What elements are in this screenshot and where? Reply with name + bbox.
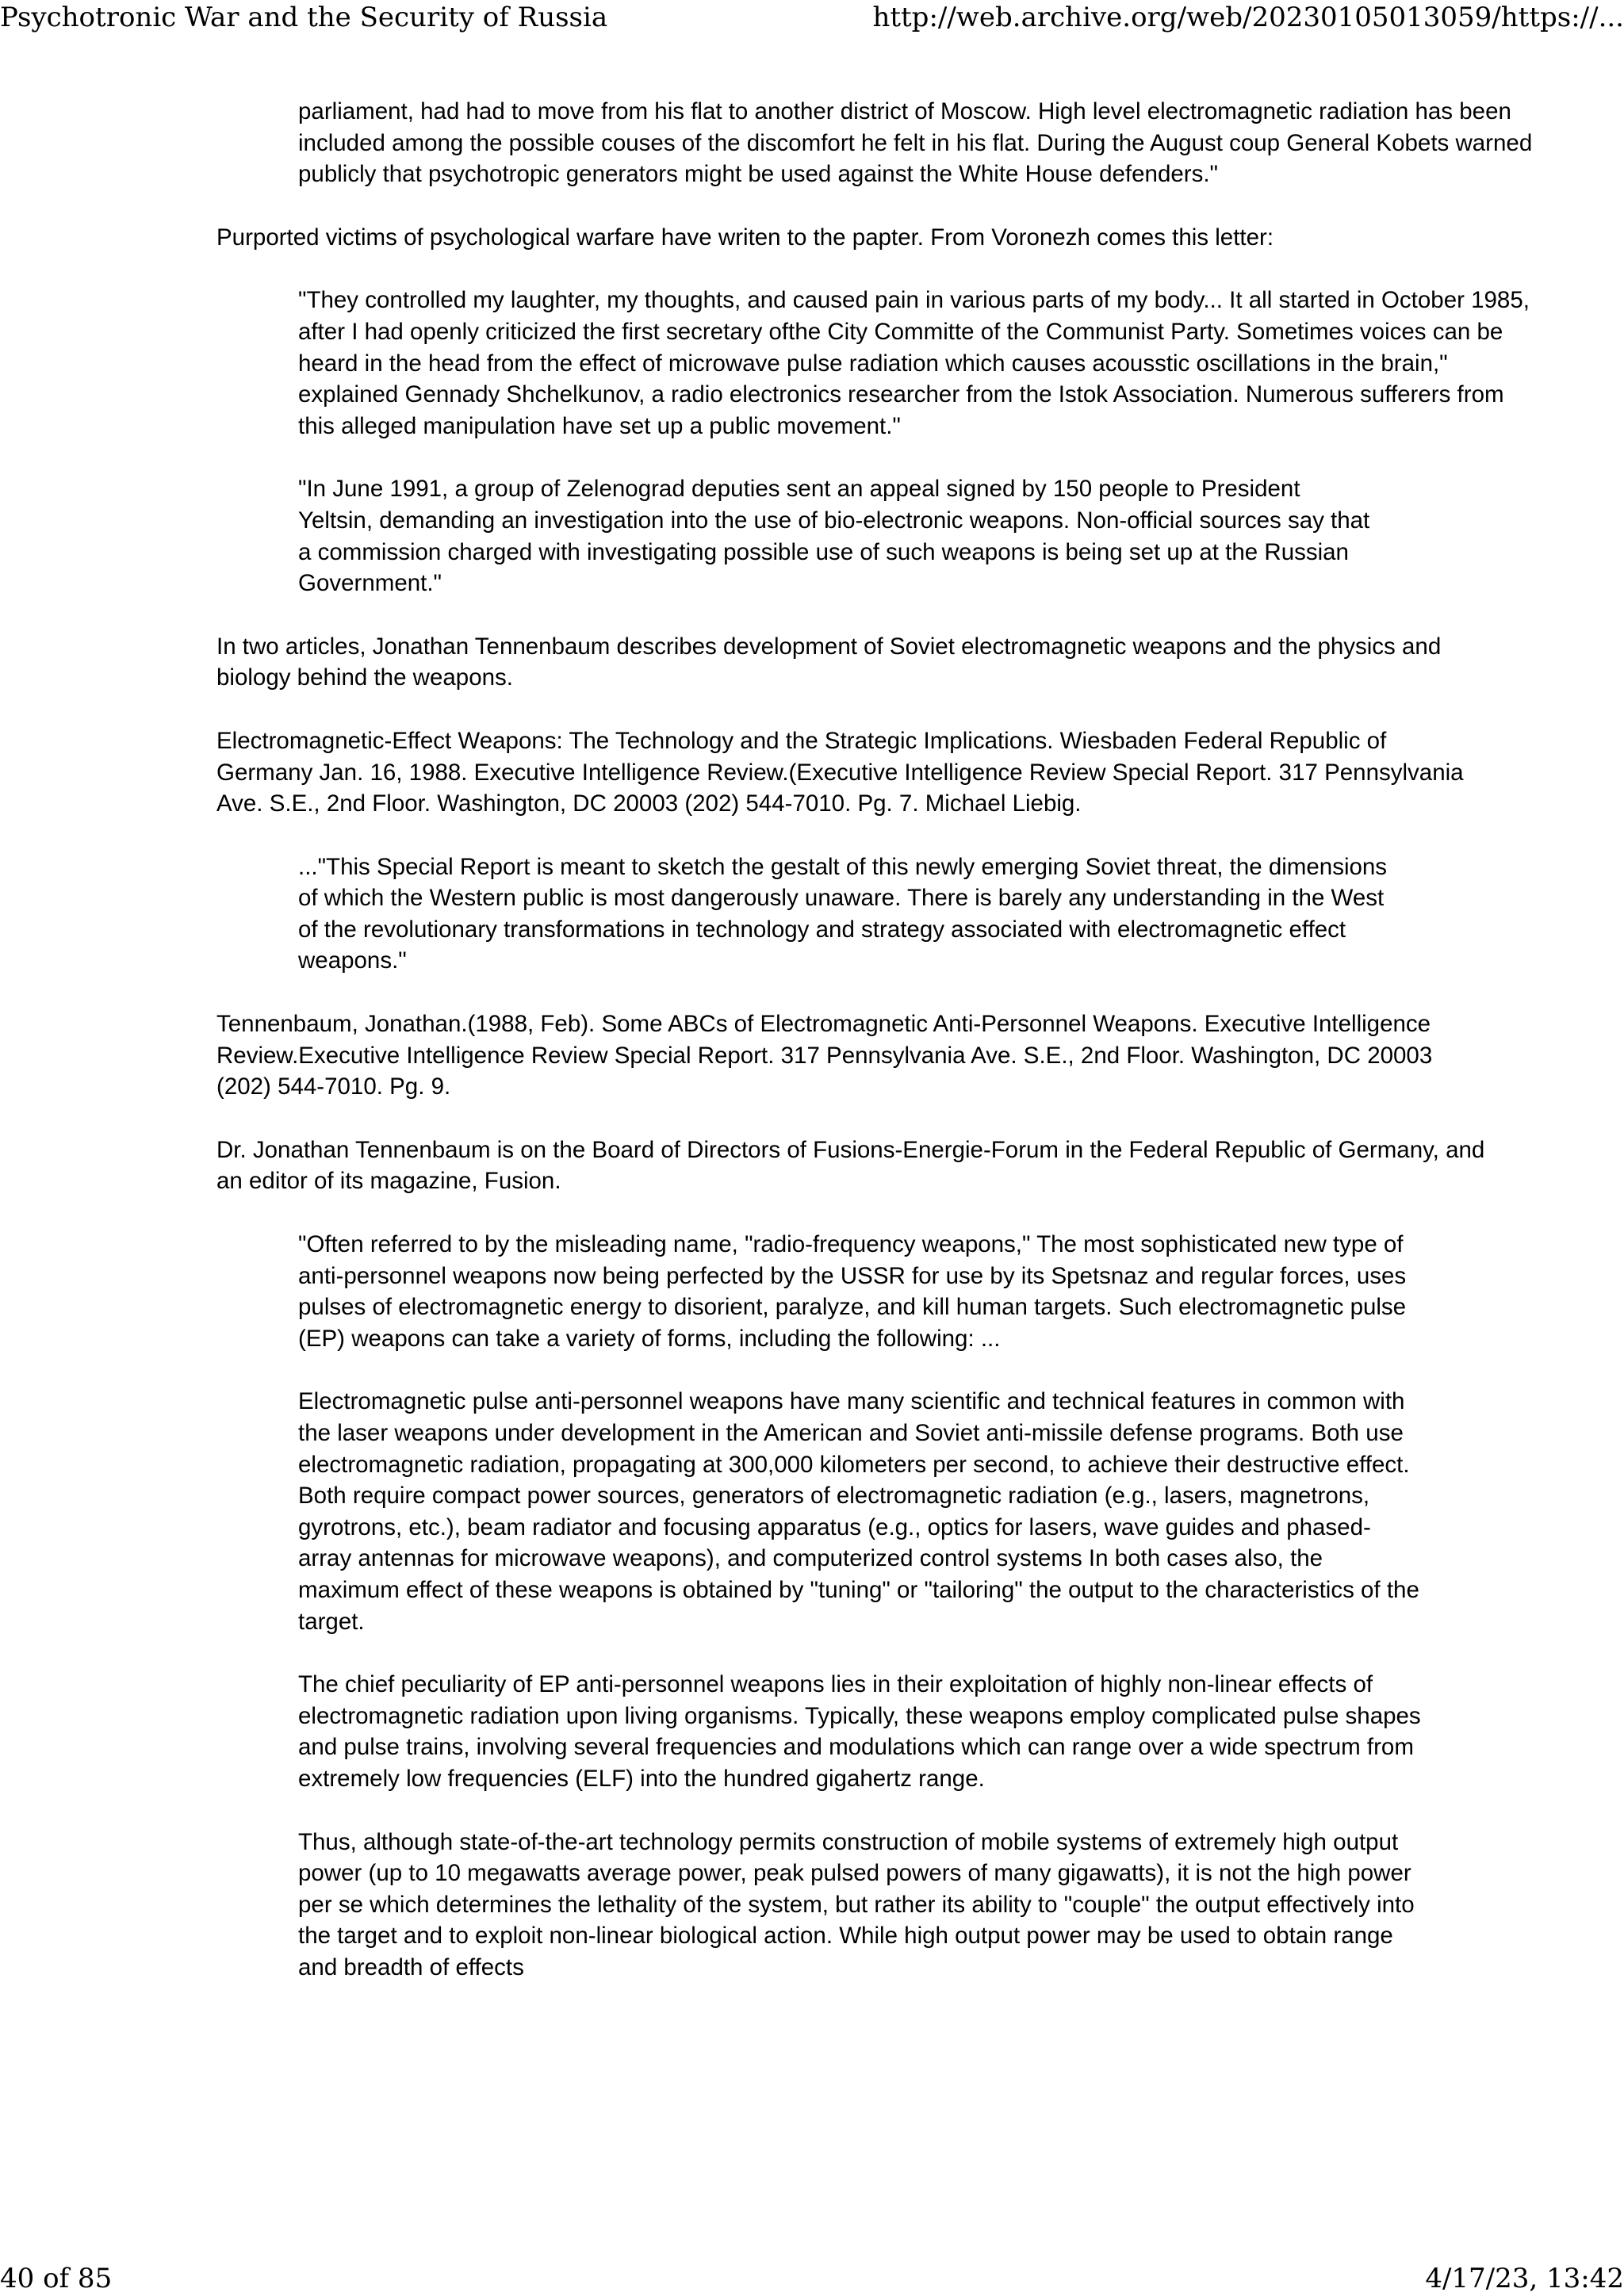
block-quote bbox=[298, 851, 1408, 977]
page-header-title: Psychotronic War and the Security of Russia bbox=[0, 2, 608, 33]
quote-paragraph: "In June 1991, a group of Zelenograd deputies sent an appeal signed by 150 people to President Yeltsin, demanding an investigation into the use of bio-electronic weapons. Non-official sources say that a commission charged with investigating possible use of such weapons is being set up at the Russian Government." bbox=[298, 476, 1370, 597]
quote-paragraph: "Often referred to by the misleading name, "radio-frequency weapons," The most sophisticated new type of anti-personnel weapons now being perfected by the USSR for use by its Spetsnaz and regular forces, uses pulses of electromagnetic energy to disorient, paralyze, and kill human targets. Such electromagnetic pulse (EP) weapons can take a variety of forms, including the following: ... bbox=[298, 1231, 1407, 1352]
quote-paragraph: "They controlled my laughter, my thoughts, and caused pain in various parts of my body... It all started in October 1985, after I had openly criticized the first secretary ofthe City Committe of the Communist Party. Sometimes voices can be heard in the head from the effect of microwave pulse radiation which causes acousstic oscillations in the brain," explained Gennady Shchelkunov, a radio electronics researcher from the Istok Association. Numerous sufferers from this alleged manipulation have set up a public movement." bbox=[298, 287, 1530, 439]
body-paragraph: In two articles, Jonathan Tennenbaum describes development of Soviet electromagnetic weapons and the physics and biology behind the weapons. bbox=[216, 633, 1442, 691]
quote-paragraph: ..."This Special Report is meant to sketch the gestalt of this newly emerging Soviet threat, the dimensions of which the Western public is most dangerously unaware. There is barely any understanding in the West of the revolutionary transformations in technology and strategy associated with electromagnetic effect weapons." bbox=[298, 853, 1388, 974]
citation-paragraph: Electromagnetic-Effect Weapons: The Technology and the Strategic Implications. Wiesbaden Federal Republic of Germany Jan. 16, 1988. Executive Intelligence Review.(Executive Intelligence Review Special Report. 317 Pennsylvania Ave. S.E., 2nd Floor. Washington, DC 20003 (202) 544-7010. Pg. 7. Michael Liebig. bbox=[216, 727, 1464, 817]
page-counter: 40 of 85 bbox=[0, 2263, 113, 2294]
print-datetime: 4/17/23, 13:42 bbox=[1425, 2263, 1624, 2294]
quote-paragraph: Thus, although state-of-the-art technology permits construction of mobile systems of extremely high output power (up to 10 megawatts average power, peak pulsed powers of many gigawatts), it is not the high power per se which determines the lethality of the system, but rather its ability to "couple" the output effectively into the target and to exploit non-linear biological action. While high output power may be used to obtain range and breadth of effects bbox=[298, 1828, 1415, 1980]
document-body bbox=[216, 96, 1533, 2015]
block-quote bbox=[298, 1229, 1424, 1983]
page-header-url: http://web.archive.org/web/20230105013059/https://... bbox=[872, 2, 1624, 33]
block-quote bbox=[298, 285, 1543, 599]
quote-paragraph: Electromagnetic pulse anti-personnel weapons have many scientific and technical features in common with the laser weapons under development in the American and Soviet anti-missile defense programs. Both use electromagnetic radiation, propagating at 300,000 kilometers per second, to achieve their destructive effect. Both require compact power sources, generators of electromagnetic radiation (e.g., lasers, magnetrons, gyrotrons, etc.), beam radiator and focusing apparatus (e.g., optics for lasers, wave guides and phased-array antennas for microwave weapons), and computerized control systems In both cases also, the maximum effect of these weapons is obtained by "tuning" or "tailoring" the output to the characteristics of the target. bbox=[298, 1388, 1419, 1635]
block-quote bbox=[298, 96, 1535, 190]
quote-paragraph: The chief peculiarity of EP anti-personnel weapons lies in their exploitation of highly non-linear effects of electromagnetic radiation upon living organisms. Typically, these weapons employ complicated pulse shapes and pulse trains, involving several frequencies and modulations which can range over a wide spectrum from extremely low frequencies (ELF) into the hundred gigahertz range. bbox=[298, 1671, 1421, 1792]
quote-paragraph: parliament, had had to move from his flat to another district of Moscow. High level electromagnetic radiation has been included among the possible couses of the discomfort he felt in his flat. During the August coup General Kobets warned publicly that psychotropic generators might be used against the White House defenders." bbox=[298, 98, 1533, 188]
body-paragraph: Dr. Jonathan Tennenbaum is on the Board of Directors of Fusions-Energie-Forum in the Federal Republic of Germany, and an editor of its magazine, Fusion. bbox=[216, 1136, 1485, 1195]
body-paragraph: Purported victims of psychological warfare have writen to the papter. From Voronezh comes this letter: bbox=[216, 224, 1274, 251]
citation-paragraph: Tennenbaum, Jonathan.(1988, Feb). Some ABCs of Electromagnetic Anti-Personnel Weapons. Executive Intelligence Review.Executive Intelligence Review Special Report. 317 Pennsylvania Ave. S.E., 2nd Floor. Washington, DC 20003 (202) 544-7010. Pg. 9. bbox=[216, 1011, 1433, 1100]
